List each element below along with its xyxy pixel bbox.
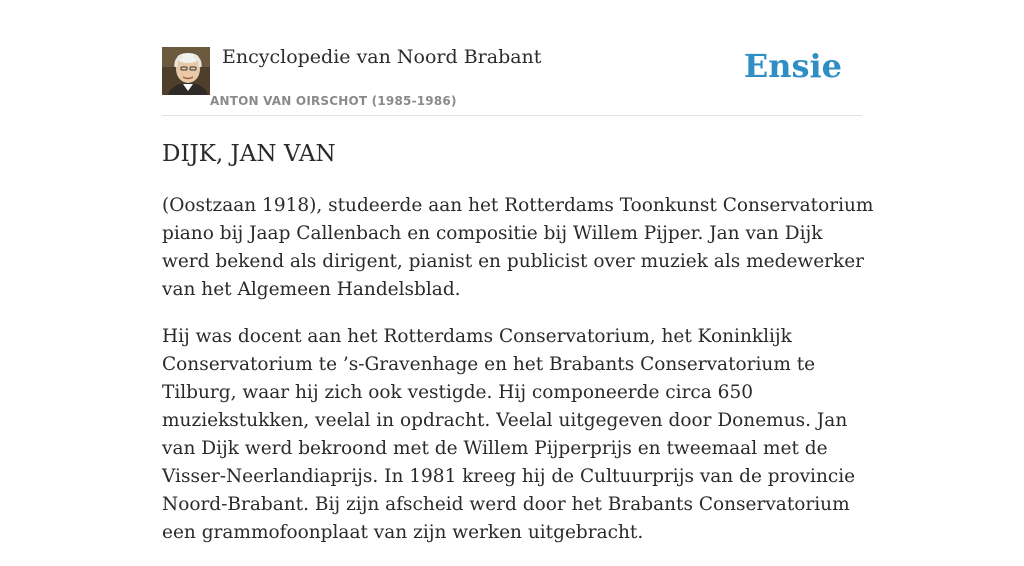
author-name[interactable]: ANTON VAN OIRSCHOT (1985-1986)	[210, 94, 457, 108]
ensie-logo[interactable]: Ensie	[743, 47, 842, 85]
article-paragraph: Hij was docent aan het Rotterdams Conservatorium, het Koninklijk Conservatorium te ’s-Gravenhage en het Brabants Conservatorium te Tilburg, waar hij zich ook vestigde. Hij componeerde circa 650 muziekstukken, veelal in opdracht. Veelal uitgegeven door Donemus. Jan van Dijk werd bekroond met de Willem Pijperprijs en tweemaal met de Visser-Neerlandiaprijs. In 1981 kreeg hij de Cultuurprijs van de provincie Noord-Brabant. Bij zijn afscheid werd door het Brabants Conservatorium een grammofoonplaat van zijn werken uitgebracht.	[162, 326, 856, 543]
author-portrait-icon	[162, 47, 210, 95]
article-body	[162, 192, 874, 566]
article-paragraph: (Oostzaan 1918), studeerde aan het Rotterdams Toonkunst Conservatorium piano bij Jaap Callenbach en compositie bij Willem Pijper. Jan van Dijk werd bekend als dirigent, pianist en publicist over muziek als medewerker van het Algemeen Handelsblad.	[162, 195, 874, 300]
article-title: DIJK, JAN VAN	[162, 141, 336, 167]
header	[162, 0, 862, 116]
author-avatar[interactable]	[162, 47, 210, 95]
page	[162, 0, 874, 543]
publication-title[interactable]: Encyclopedie van Noord Brabant	[222, 46, 542, 68]
